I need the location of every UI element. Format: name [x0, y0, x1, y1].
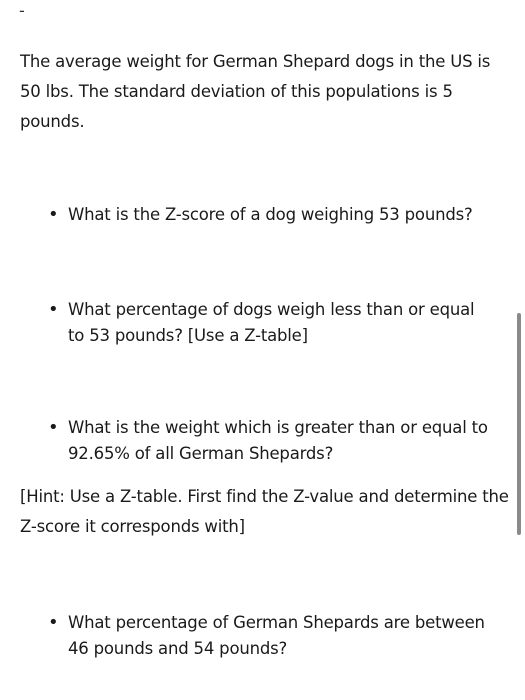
question-text: What percentage of German Shepards are between 46 pounds and 54 pounds?	[68, 613, 485, 658]
bullet-icon: •	[48, 299, 59, 320]
bullet-icon: •	[48, 204, 59, 225]
top-dash: -	[19, 1, 25, 20]
bullet-icon: •	[48, 612, 59, 633]
vertical-scrollbar[interactable]	[517, 313, 521, 535]
question-text: What percentage of dogs weigh less than or equal to 53 pounds? [Use a Z-table]	[68, 300, 475, 345]
bullet-icon: •	[48, 417, 59, 438]
question-text: What is the Z-score of a dog weighing 53 pounds?	[68, 205, 473, 224]
question-item	[48, 610, 493, 662]
problem-statement: The average weight for German Shepard dogs in the US is 50 lbs. The standard deviation of this populations is 5 pounds.	[20, 52, 491, 131]
hint-text: [Hint: Use a Z-table. First find the Z-value and determine the Z-score it corresponds with]	[20, 487, 509, 536]
question-item	[48, 202, 493, 228]
question-item	[48, 297, 493, 349]
question-text: What is the weight which is greater than or equal to 92.65% of all German Shepards?	[68, 418, 488, 463]
question-item	[48, 415, 493, 467]
